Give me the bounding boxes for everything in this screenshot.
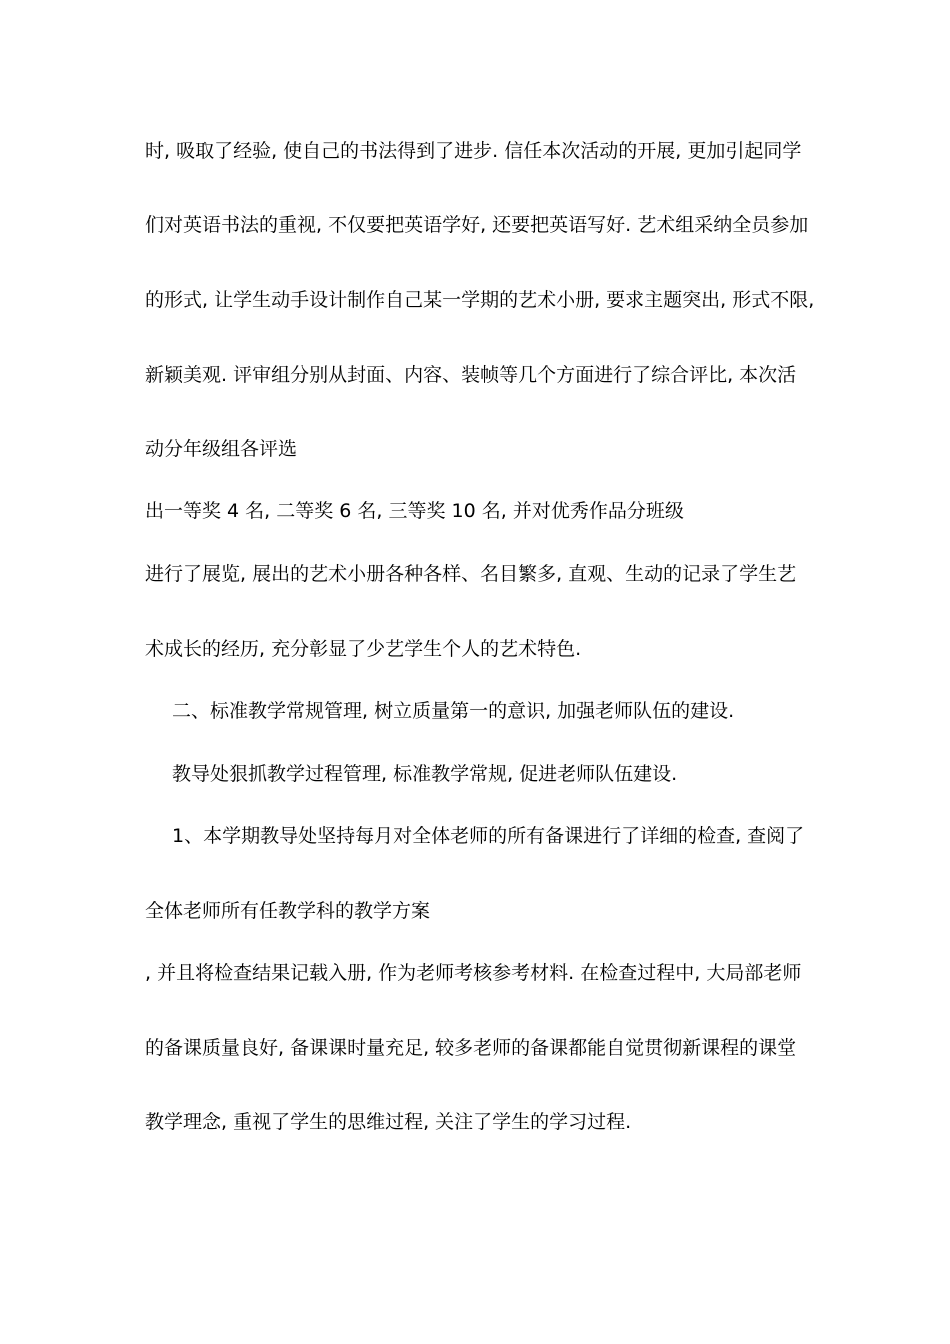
paragraph-line-13: , 并且将检查结果记载入册, 作为老师考核参考材料. 在检查过程中, 大局部老师	[145, 962, 802, 984]
paragraph-line-11: 1、本学期教导处坚持每月对全体老师的所有备课进行了详细的检查, 查阅了	[172, 825, 805, 847]
paragraph-line-5: 动分年级组各评选	[145, 438, 298, 460]
paragraph-line-7: 进行了展览, 展出的艺术小册各种各样、名目繁多, 直观、生动的记录了学生艺	[145, 563, 797, 585]
section-heading-line: 二、标准教学常规管理, 树立质量第一的意识, 加强老师队伍的建设.	[172, 700, 735, 722]
paragraph-line-8: 术成长的经历, 充分彰显了少艺学生个人的艺术特色.	[145, 638, 582, 660]
paragraph-line-6: 出一等奖 4 名, 二等奖 6 名, 三等奖 10 名, 并对优秀作品分班级	[145, 500, 684, 522]
paragraph-line-1: 时, 吸取了经验, 使自己的书法得到了进步. 信任本次活动的开展, 更加引起同学	[145, 140, 802, 162]
paragraph-line-10: 教导处狠抓教学过程管理, 标准教学常规, 促进老师队伍建设.	[172, 763, 678, 785]
paragraph-line-2: 们对英语书法的重视, 不仅要把英语学好, 还要把英语写好. 艺术组采纳全员参加	[145, 214, 809, 236]
paragraph-line-15: 教学理念, 重视了学生的思维过程, 关注了学生的学习过程.	[145, 1111, 632, 1133]
paragraph-line-4: 新颖美观. 评审组分别从封面、内容、装帧等几个方面进行了综合评比, 本次活	[145, 364, 797, 386]
paragraph-line-14: 的备课质量良好, 备课课时量充足, 较多老师的备课都能自觉贯彻新课程的课堂	[145, 1037, 797, 1059]
paragraph-line-3: 的形式, 让学生动手设计制作自己某一学期的艺术小册, 要求主题突出, 形式不限,	[145, 289, 815, 311]
paragraph-line-12: 全体老师所有任教学科的教学方案	[145, 900, 431, 922]
